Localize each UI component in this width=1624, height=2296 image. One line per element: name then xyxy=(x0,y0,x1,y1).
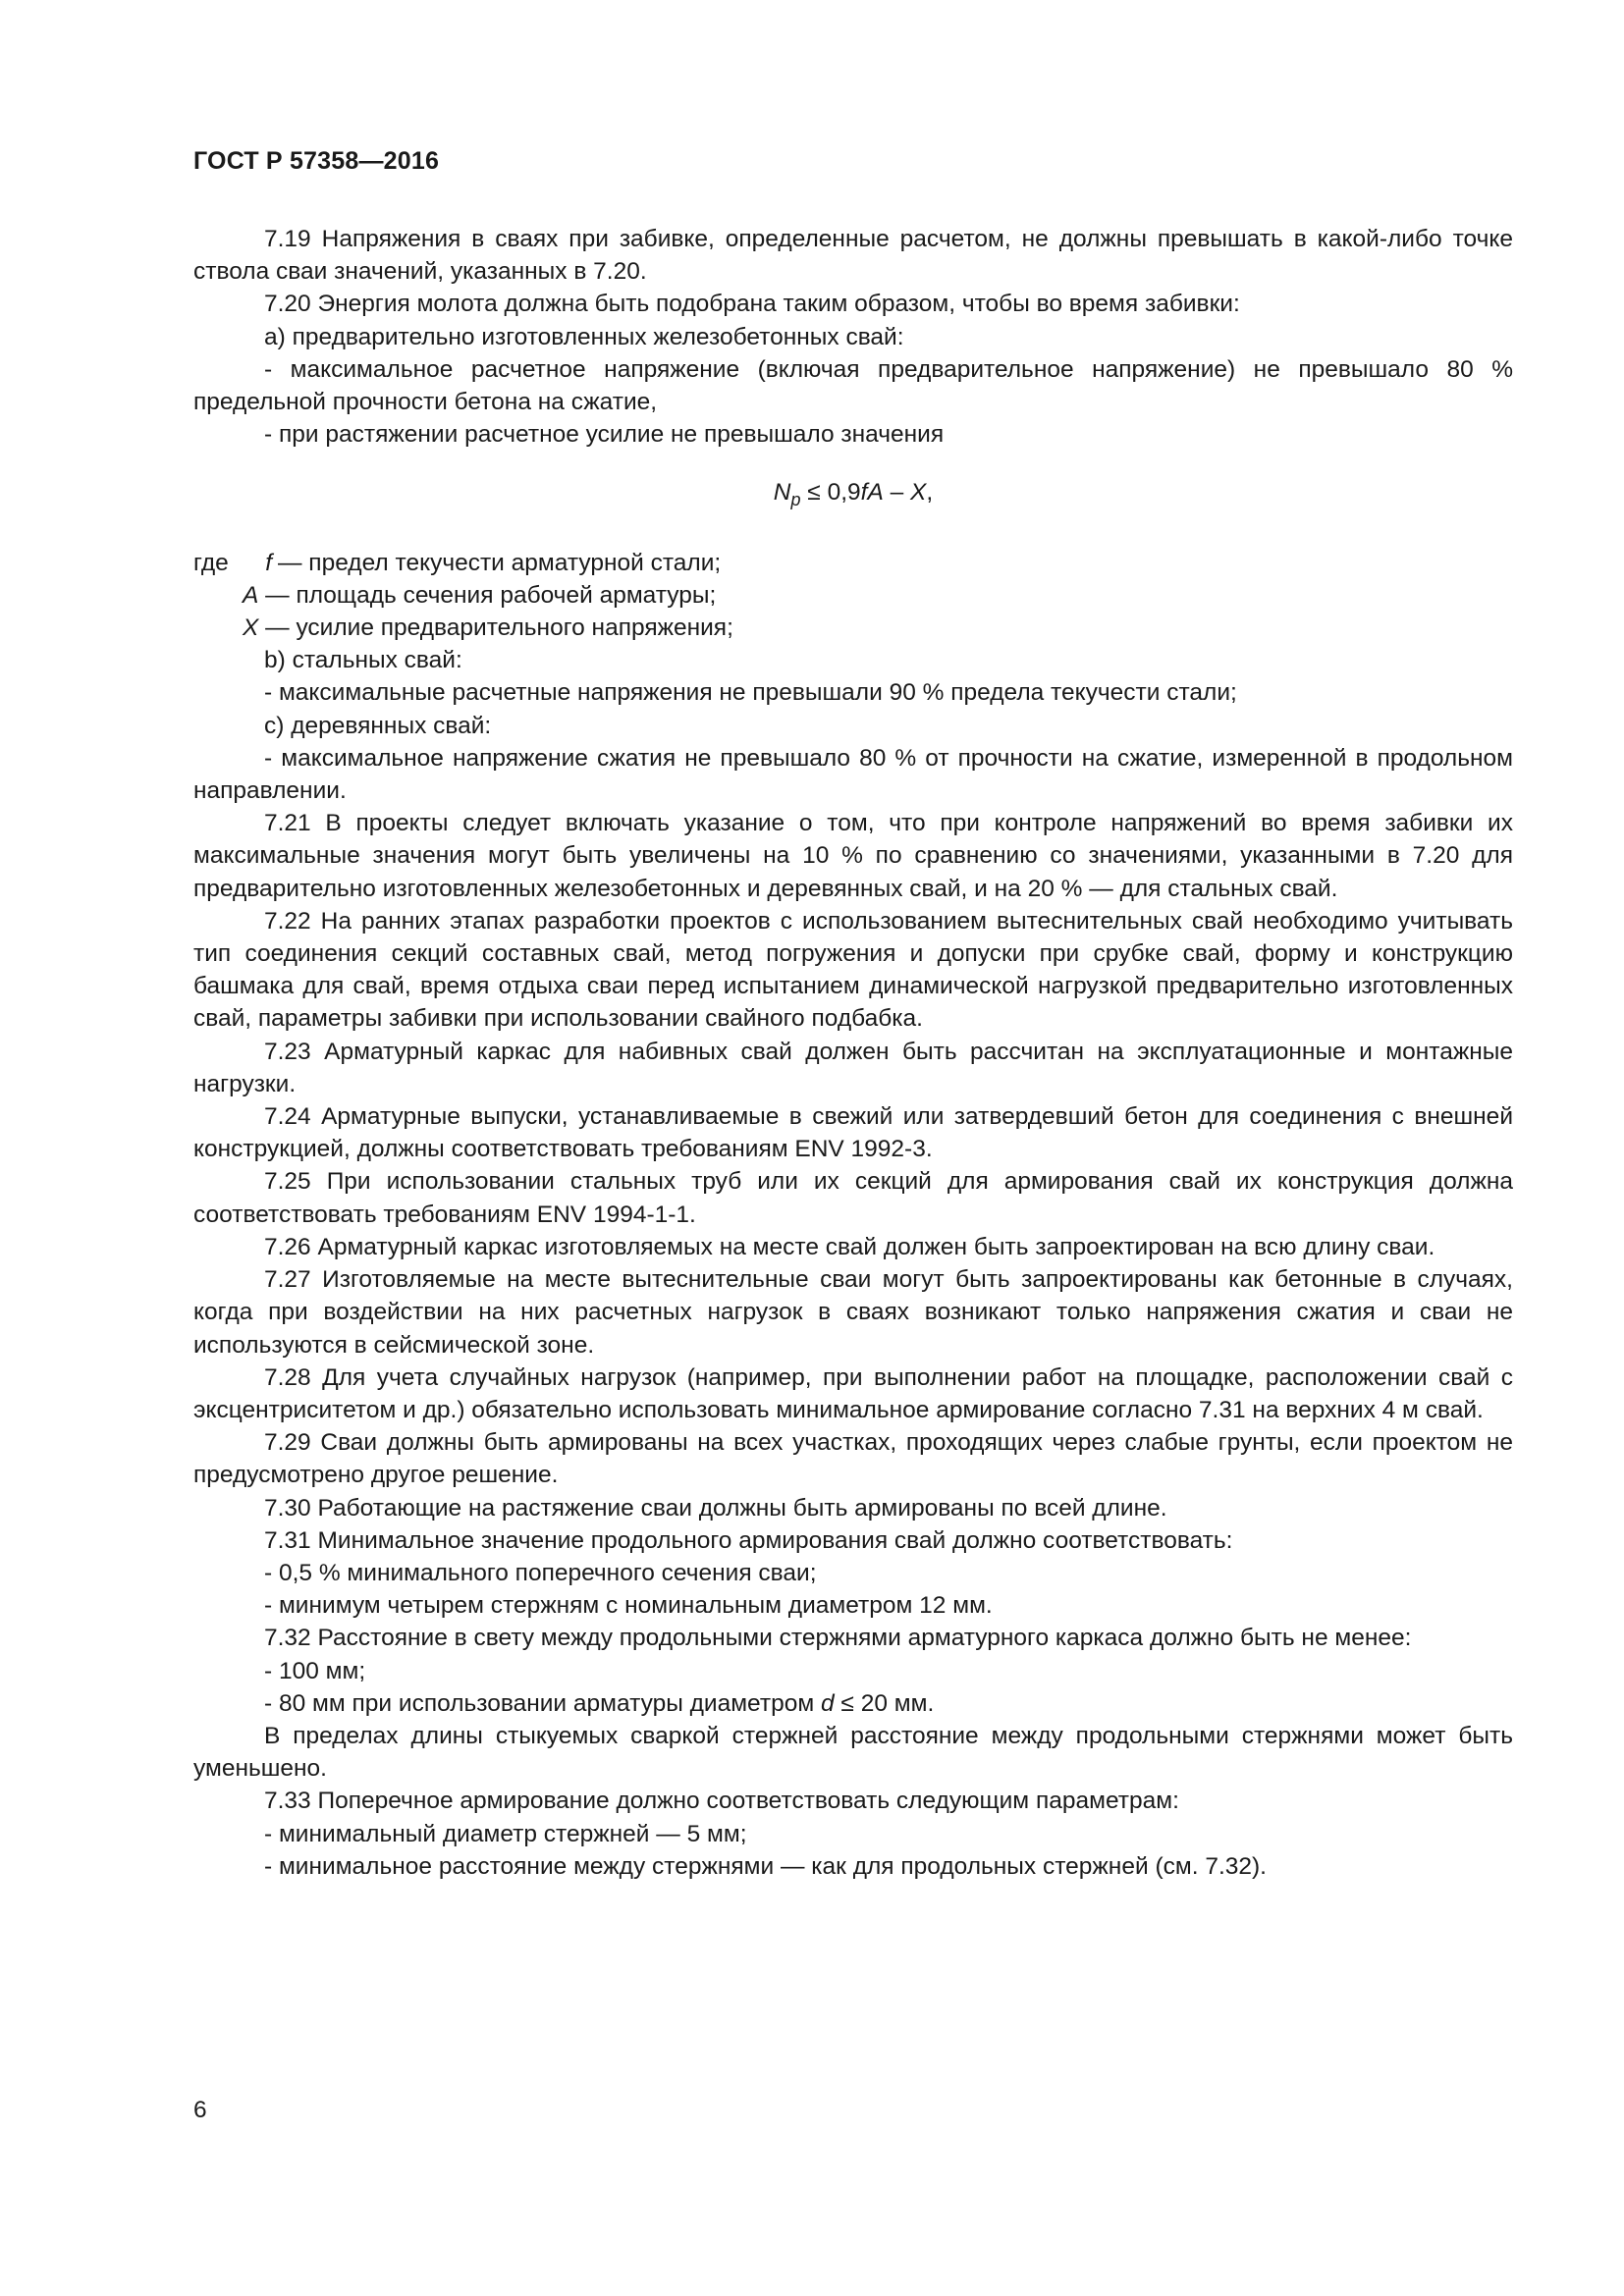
paragraph-7-20-b-1: - максимальные расчетные напряжения не превышали 90 % предела текучести стали; xyxy=(264,679,1237,707)
paragraph-7-32-b-post: ≤ 20 мм. xyxy=(834,1689,935,1717)
paragraph-7-32-b xyxy=(193,1687,1513,1720)
paragraph-7-20-c-1: - максимальное напряжение сжатия не превышало 80 % от прочности на сжатие, измеренной в продольном направлении. xyxy=(193,744,1513,805)
paragraph-7-33: 7.33 Поперечное армирование должно соответствовать следующим параметрам: xyxy=(264,1788,1179,1815)
paragraph-7-31-b: - минимум четырем стержням с номинальным диаметром 12 мм. xyxy=(264,1592,993,1620)
paragraph-7-32: 7.32 Расстояние в свету между продольными стержнями арматурного каркаса должно быть не менее: xyxy=(264,1625,1412,1652)
formula-coefficient: ≤ 0,9 xyxy=(800,479,861,507)
paragraph-7-27: 7.27 Изготовляемые на месте вытеснительные сваи могут быть запроектированы как бетонные в случаях, когда при воздействии на них расчетных нагрузок в сваях возникают только напряжения сжатия и сваи не используются в сейсмической зоне. xyxy=(193,1266,1513,1359)
formula xyxy=(193,476,1513,516)
paragraph-7-25: 7.25 При использовании стальных труб или их секций для армирования свай их конструкция должна соответствовать требованиям ENV 1994-1-1. xyxy=(193,1168,1513,1228)
where-a xyxy=(193,579,1513,612)
paragraph-7-32-a: - 100 мм; xyxy=(264,1657,366,1684)
paragraph-7-33-a: - минимальный диаметр стержней — 5 мм; xyxy=(264,1820,747,1847)
page-number: 6 xyxy=(193,2097,207,2123)
formula-subscript-p: p xyxy=(790,490,801,510)
where-a-text: — площадь сечения рабочей арматуры; xyxy=(258,581,717,609)
paragraph-7-26: 7.26 Арматурный каркас изготовляемых на месте свай должен быть запроектирован на всю длину сваи. xyxy=(264,1233,1435,1260)
paragraph-7-22: 7.22 На ранних этапах разработки проектов с использованием вытеснительных свай необходимо учитывать тип соединения секций составных свай, метод погружения и допуски при срубке свай, форму и конструкцию башмака для свай, время отдыха сваи перед испытанием динамической нагрузкой предварительно изготовленных свай, параметры забивки при использовании свайного подбабка. xyxy=(193,907,1513,1033)
where-label: где xyxy=(193,549,229,576)
paragraph-7-20-b: b) стальных свай: xyxy=(264,647,462,674)
paragraph-7-32-b-d: d xyxy=(821,1689,835,1717)
where-x-symbol: X xyxy=(243,614,259,642)
formula-symbol-n: N xyxy=(773,479,791,507)
formula-symbol-f: f xyxy=(860,479,868,507)
paragraph-7-19: 7.19 Напряжения в сваях при забивке, определенные расчетом, не должны превышать в какой-либо точке ствола сваи значений, указанных в 7.20. xyxy=(193,226,1513,286)
document-body xyxy=(193,223,1513,1883)
paragraph-7-33-b: - минимальное расстояние между стержнями — как для продольных стержней (см. 7.32). xyxy=(264,1852,1267,1880)
paragraph-7-32-b-pre: - 80 мм при использовании арматуры диаметром xyxy=(264,1689,821,1717)
paragraph-7-24: 7.24 Арматурные выпуски, устанавливаемые в свежий или затвердевший бетон для соединения с внешней конструкцией, должны соответствовать требованиям ENV 1992-3. xyxy=(193,1103,1513,1163)
paragraph-7-21: 7.21 В проекты следует включать указание о том, что при контроле напряжений во время забивки их максимальные значения могут быть увеличены на 10 % по сравнению со значениями, указанными в 7.20 для предварительно изготовленных железобетонных и деревянных свай, и на 20 % — для стальных свай. xyxy=(193,810,1513,902)
where-f xyxy=(193,547,1513,579)
where-f-text: — предел текучести арматурной стали; xyxy=(278,549,722,576)
formula-symbol-x: X xyxy=(910,479,927,507)
paragraph-7-30: 7.30 Работающие на растяжение сваи должны быть армированы по всей длине. xyxy=(264,1494,1167,1522)
paragraph-7-20: 7.20 Энергия молота должна быть подобрана таким образом, чтобы во время забивки: xyxy=(264,291,1240,318)
paragraph-7-23: 7.23 Арматурный каркас для набивных свай должен быть рассчитан на эксплуатационные и монтажные нагрузки. xyxy=(193,1038,1513,1097)
paragraph-7-32-c: В пределах длины стыкуемых сваркой стержней расстояние между продольными стержнями может быть уменьшено. xyxy=(193,1722,1513,1783)
paragraph-7-31-a: - 0,5 % минимального поперечного сечения сваи; xyxy=(264,1559,817,1586)
paragraph-7-31: 7.31 Минимальное значение продольного армирования свай должно соответствовать: xyxy=(264,1526,1233,1554)
paragraph-7-20-c: c) деревянных свай: xyxy=(264,712,492,739)
where-x xyxy=(193,612,1513,644)
document-header: ГОСТ Р 57358—2016 xyxy=(193,147,440,175)
formula-comma: , xyxy=(926,479,934,507)
where-f-symbol: f xyxy=(265,549,272,576)
paragraph-7-20-a-2: - при растяжении расчетное усилие не превышало значения xyxy=(264,421,945,449)
where-x-text: — усилие предварительного напряжения; xyxy=(258,614,733,642)
paragraph-7-28: 7.28 Для учета случайных нагрузок (например, при выполнении работ на площадке, расположении свай с эксцентриситетом и др.) обязательно использовать минимальное армирование согласно 7.31 на верхних 4 м свай. xyxy=(193,1363,1513,1423)
where-a-symbol: A xyxy=(243,581,259,609)
formula-minus: – xyxy=(883,479,911,507)
paragraph-7-29: 7.29 Сваи должны быть армированы на всех участках, проходящих через слабые грунты, если проектом не предусмотрено другое решение. xyxy=(193,1429,1513,1489)
paragraph-7-20-a-1: - максимальное расчетное напряжение (включая предварительное напряжение) не превышало 80 % предельной прочности бетона на сжатие, xyxy=(193,355,1513,416)
formula-symbol-a: A xyxy=(867,479,884,507)
paragraph-7-20-a: а) предварительно изготовленных железобетонных свай: xyxy=(264,323,904,350)
